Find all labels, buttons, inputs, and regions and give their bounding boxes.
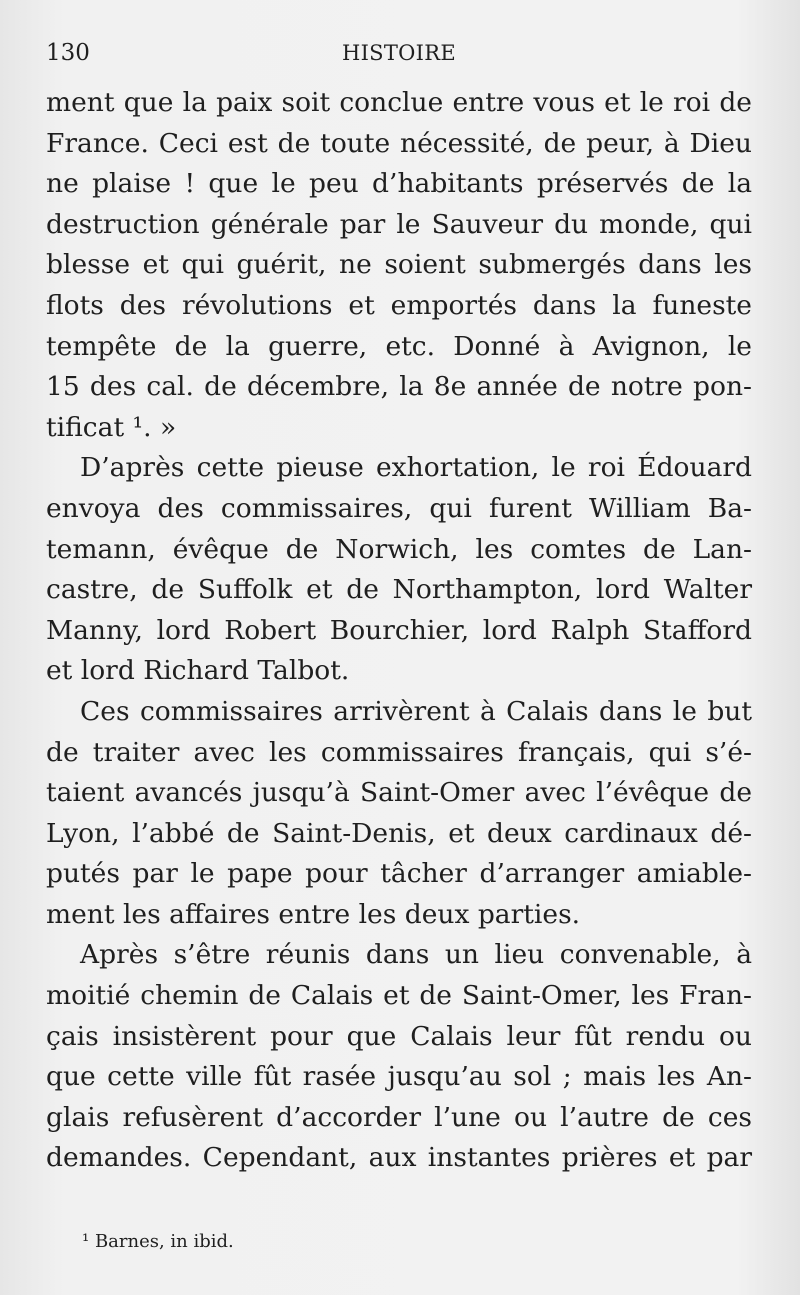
running-title: HISTOIRE [341, 41, 457, 65]
text-line: çais insistèrent pour que Calais leur fût rendu ou [46, 1020, 752, 1052]
paragraph-commissioners [46, 448, 752, 692]
text-line: D’après cette pieuse exhortation, le roi Édouard [80, 452, 752, 484]
text-line: ment que la paix soit conclue entre vous et le roi de [46, 87, 752, 118]
text-line: temann, évêque de Norwich, les comtes de Lan- [46, 533, 752, 565]
text-line: putés par le pape pour tâcher d’arranger amiable- [46, 858, 752, 890]
text-line: flots des révolutions et emportés dans la funeste [46, 289, 752, 321]
text-line: envoya des commissaires, qui furent William Ba- [46, 492, 752, 524]
text-line: tificat ¹. » [46, 411, 177, 443]
text-line: Après s’être réunis dans un lieu convenable, à [80, 939, 752, 971]
text-line: de traiter avec les commissaires français, qui s’é- [46, 736, 752, 768]
text-line: tempête de la guerre, etc. Donné à Avignon, le [46, 330, 752, 362]
text-line: castre, de Suffolk et de Northampton, lord Walter [46, 574, 752, 606]
page-number: 130 [46, 40, 90, 66]
paragraph-continuation [46, 83, 752, 448]
text-line: glais refusèrent d’accorder l’une ou l’autre de ces [46, 1101, 752, 1133]
page-header [46, 38, 752, 72]
text-line: ment les affaires entre les deux parties. [46, 898, 581, 930]
footnote: ¹ Barnes, in ibid. [82, 1231, 234, 1252]
paragraph-calais [46, 692, 752, 936]
text-line: France. Ceci est de toute nécessité, de peur, à Dieu [46, 127, 752, 159]
text-line: blesse et qui guérit, ne soient submergés dans les [46, 249, 752, 281]
text-line: Manny, lord Robert Bourchier, lord Ralph Stafford [46, 614, 752, 646]
text-line: Lyon, l’abbé de Saint-Denis, et deux cardinaux dé- [46, 817, 752, 849]
text-line: ne plaise ! que le peu d’habitants préservés de la [46, 168, 752, 200]
text-line: moitié chemin de Calais et de Saint-Omer, les Fran- [46, 980, 752, 1012]
text-line: et lord Richard Talbot. [46, 655, 350, 687]
text-line: Ces commissaires arrivèrent à Calais dans le but [80, 695, 752, 727]
text-line: taient avancés jusqu’à Saint-Omer avec l’évêque de [46, 777, 752, 809]
text-line: 15 des cal. de décembre, la 8e année de notre pon- [46, 371, 752, 403]
body-text [46, 83, 752, 1179]
text-line: que cette ville fût rasée jusqu’au sol ; mais les An- [46, 1061, 752, 1093]
text-line: destruction générale par le Sauveur du monde, qui [46, 208, 752, 240]
text-line: demandes. Cependant, aux instantes prières et par [46, 1142, 752, 1174]
paragraph-negotiation [46, 935, 752, 1179]
